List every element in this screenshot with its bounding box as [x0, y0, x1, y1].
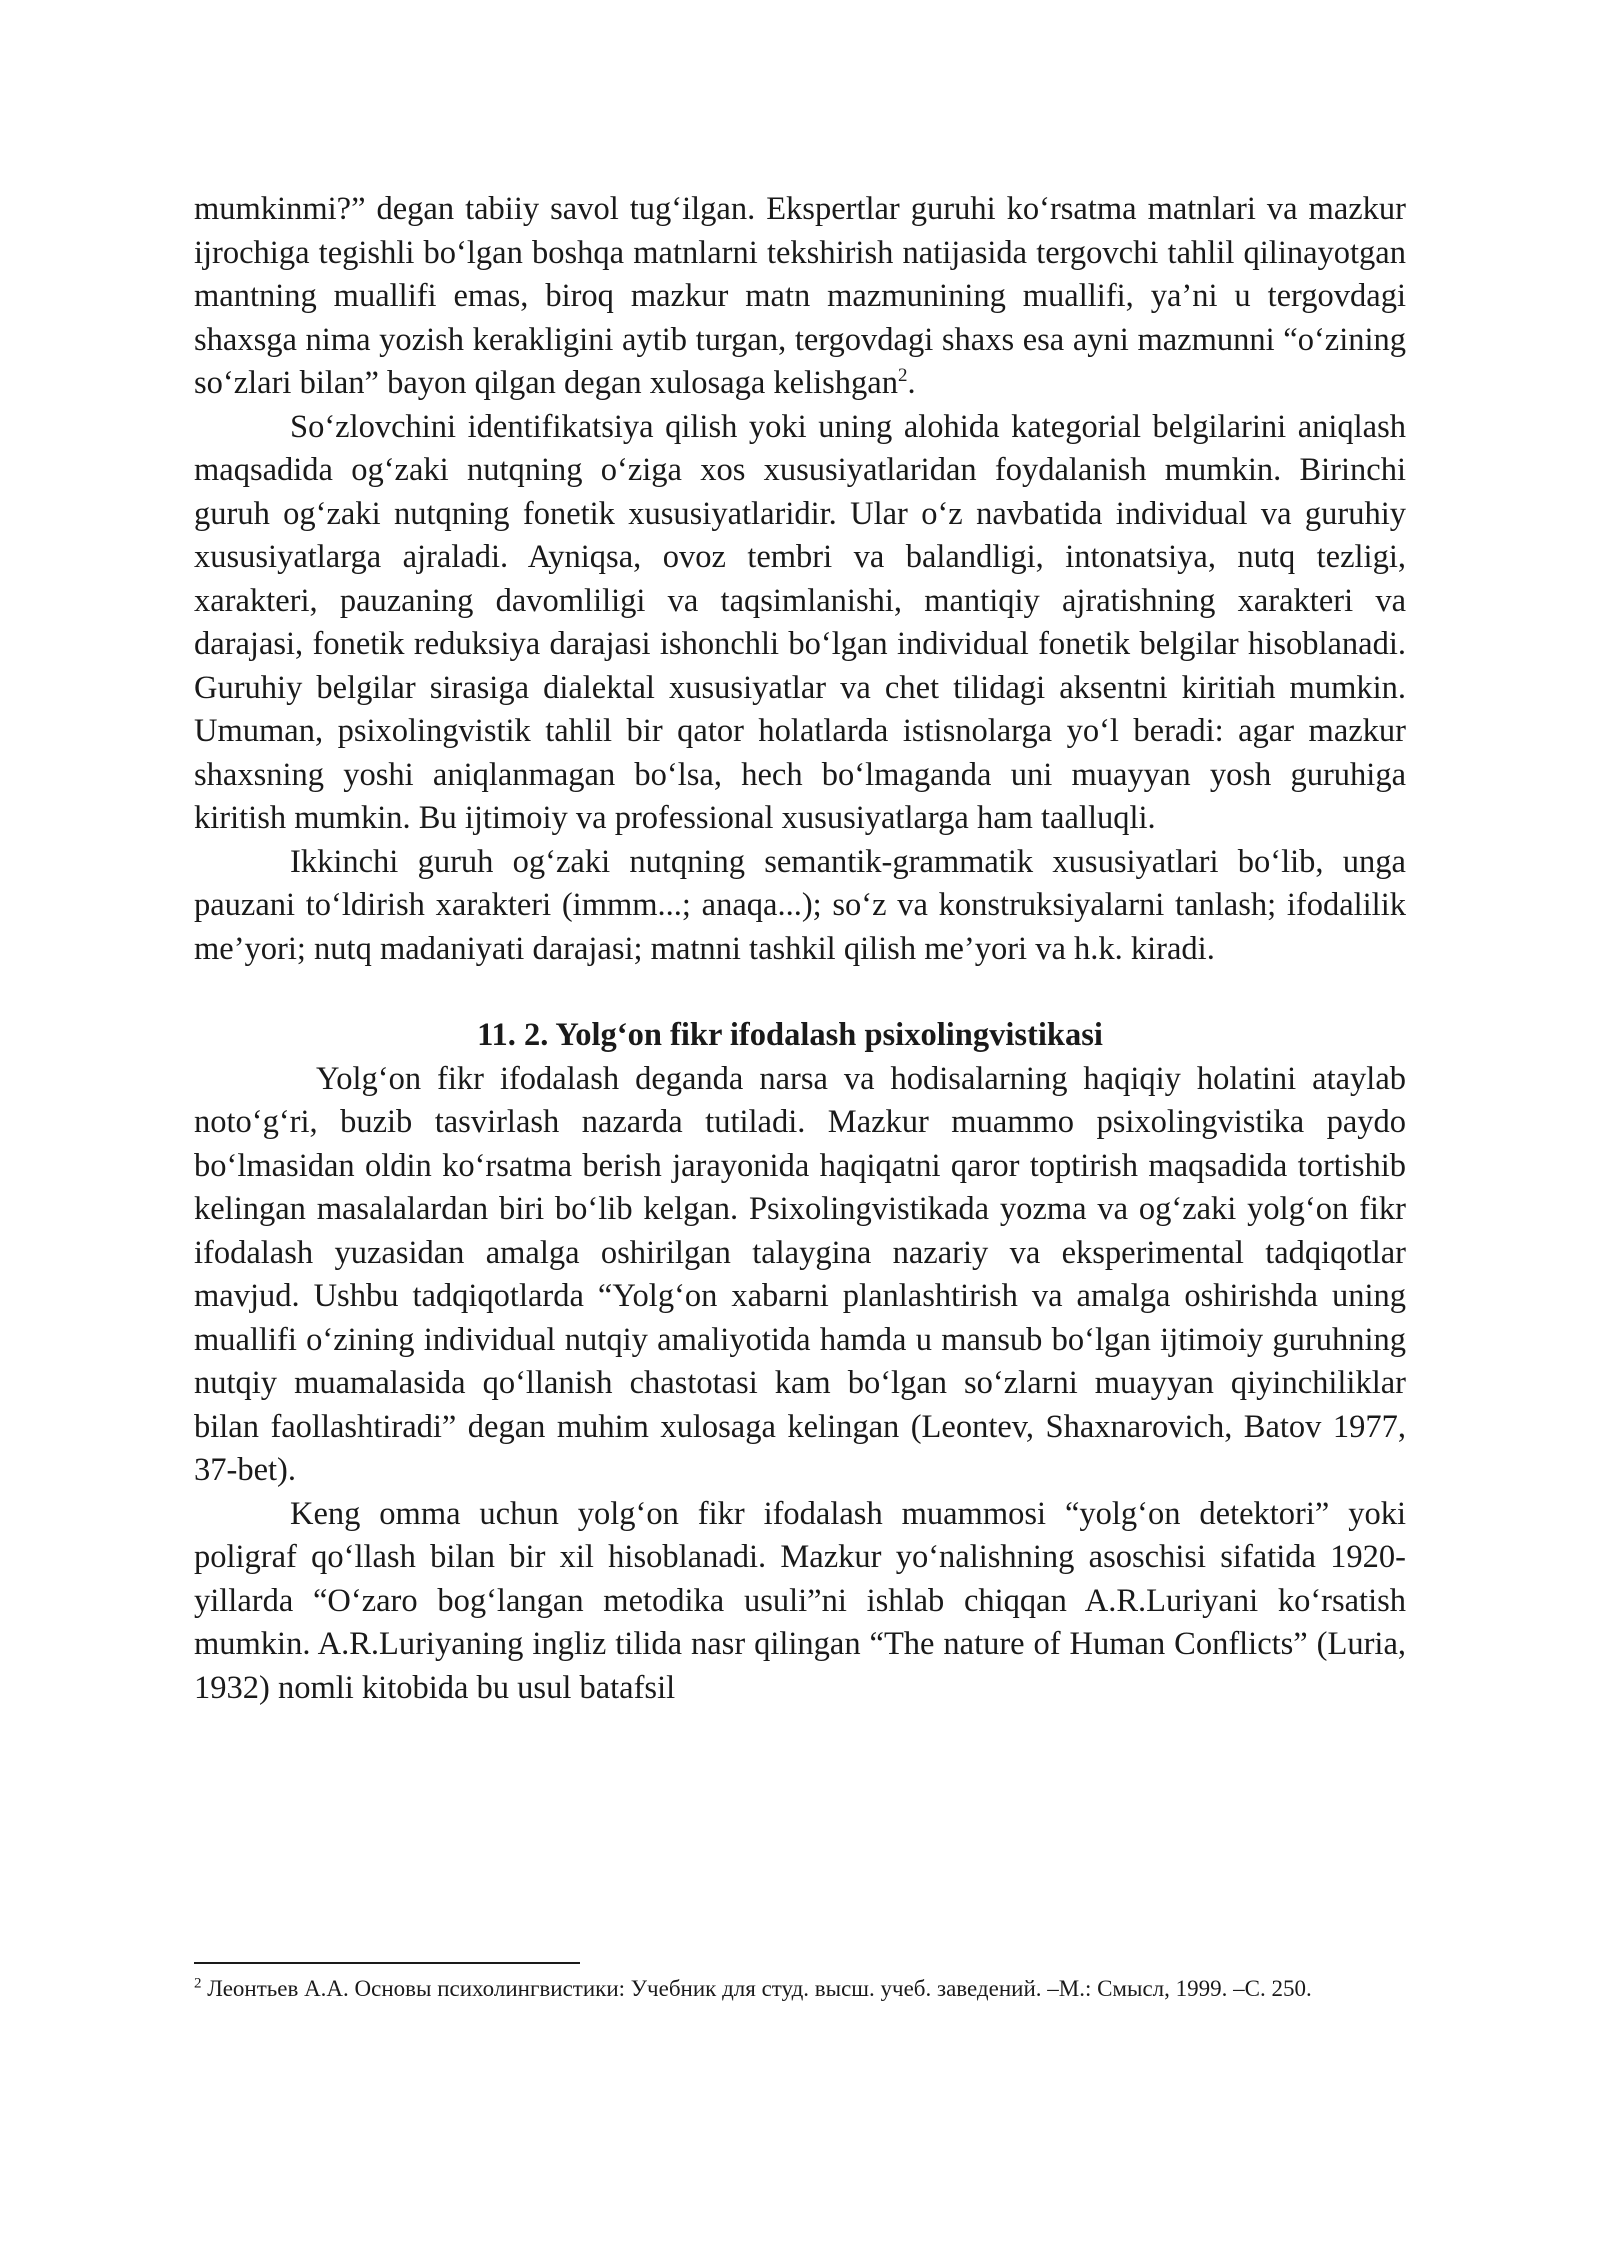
paragraph-1-text: mumkinmi?” degan tabiiy savol tug‘ilgan. Ekspertlar guruhi ko‘rsatma matnlari va mazkur ijrochiga tegishli bo‘lgan boshqa matnlarni tekshirish natijasida tergovchi tahlil qilinayotgan mantning muallifi emas, biroq mazkur matn mazmunining muallifi, ya’ni u tergovdagi shaxsga nima yozish kerakligini aytib turgan, tergovdagi shaxs esa ayni mazmunni “o‘zining so‘zlari bilan” bayon qilgan degan xulosaga kelishgan	[194, 191, 1406, 401]
footnote-number: 2	[194, 1975, 202, 1992]
footnote-text: Леонтьев А.А. Основы психолингвистики: Учебник для студ. высш. учеб. заведений. –М.: Смысл, 1999. –С. 250.	[201, 1976, 1312, 2001]
footnote-reference-2[interactable]: 2	[897, 365, 908, 387]
paragraph-1-end: .	[907, 365, 916, 401]
paragraph-2: So‘zlovchini identifikatsiya qilish yoki uning alohida kategorial belgilarini aniqlash maqsadida og‘zaki nutqning o‘ziga xos xususiyatlaridan foydalanish mumkin. Birinchi guruh og‘zaki nutqning fonetik xususiyatlaridir. Ular o‘z navbatida individual va guruhiy xususiyatlarga ajraladi. Ayniqsa, ovoz tembri va balandligi, intonatsiya, nutq tezligi, xarakteri, pauzaning davomliligi va taqsimlanishi, mantiqiy ajratishning xarakteri va darajasi, fonetik reduksiya darajasi ishonchli bo‘lgan individual fonetik belgilar hisoblanadi. Guruhiy belgilar sirasiga dialektal xususiyatlar va chet tilidagi aksentni kiritiah mumkin. Umuman, psixolingvistik tahlil bir qator holatlarda istisnolarga yo‘l beradi: agar mazkur shaxsning yoshi aniqlanmagan bo‘lsa, hech bo‘lmaganda uni muayyan yosh guruhiga kiritish mumkin. Bu ijtimoiy va professional xususiyatlarga ham taalluqli.	[194, 408, 1406, 836]
paragraph-5: Keng omma uchun yolg‘on fikr ifodalash muammosi “yolg‘on detektori” yoki poligraf qo‘llash bilan bir xil hisoblanadi. Mazkur yo‘nalishning asoschisi sifatida 1920-yillarda “O‘zaro bog‘langan metodika usuli”ni ishlab chiqqan A.R.Luriyani ko‘rsatish mumkin. A.R.Luriyaning ingliz tilida nasr qilingan “The nature of Human Conflicts” (Luria, 1932) nomli kitobida bu usul batafsil	[194, 1495, 1406, 1706]
footnote	[194, 1973, 1406, 2004]
body-text	[194, 188, 1406, 1710]
paragraph-4: Yolg‘on fikr ifodalash deganda narsa va hodisalarning haqiqiy holatini ataylab noto‘g‘ri, buzib tasvirlash nazarda tutiladi. Mazkur muammo psixolingvistika paydo bo‘lmasidan oldin ko‘rsatma berish jarayonida haqiqatni qaror toptirish maqsadida tortishib kelingan masalalardan biri bo‘lib kelgan. Psixolingvistikada yozma va og‘zaki yolg‘on fikr ifodalash yuzasidan amalga oshirilgan talaygina nazariy va eksperimental tadqiqotlar mavjud. Ushbu tadqiqotlarda “Yolg‘on xabarni planlashtirish va amalga oshirishda uning muallifi o‘zining individual nutqiy amaliyotida hamda u mansub bo‘lgan ijtimoiy guruhning nutqiy muamalasida qo‘llanish chastotasi kam bo‘lgan so‘zlarni muayyan qiyinchiliklar bilan faollashtiradi” degan muhim xulosaga kelingan (Leontev, Shaxnarovich, Batov 1977, 37-bet).	[194, 1060, 1406, 1488]
paragraph-3: Ikkinchi guruh og‘zaki nutqning semantik-grammatik xususiyatlari bo‘lib, unga pauzani to‘ldirish xarakteri (immm...; anaqa...); so‘z va konstruksiyalarni tanlash; ifodalilik me’yori; nutq madaniyati darajasi; matnni tashkil qilish me’yori va h.k. kiradi.	[194, 843, 1406, 967]
footnote-divider	[194, 1962, 580, 1964]
section-heading: 11. 2. Yolg‘on fikr ifodalash psixolingvistikasi	[477, 1017, 1103, 1053]
paragraph-1	[194, 188, 1406, 406]
section-spacer	[194, 971, 1406, 1014]
